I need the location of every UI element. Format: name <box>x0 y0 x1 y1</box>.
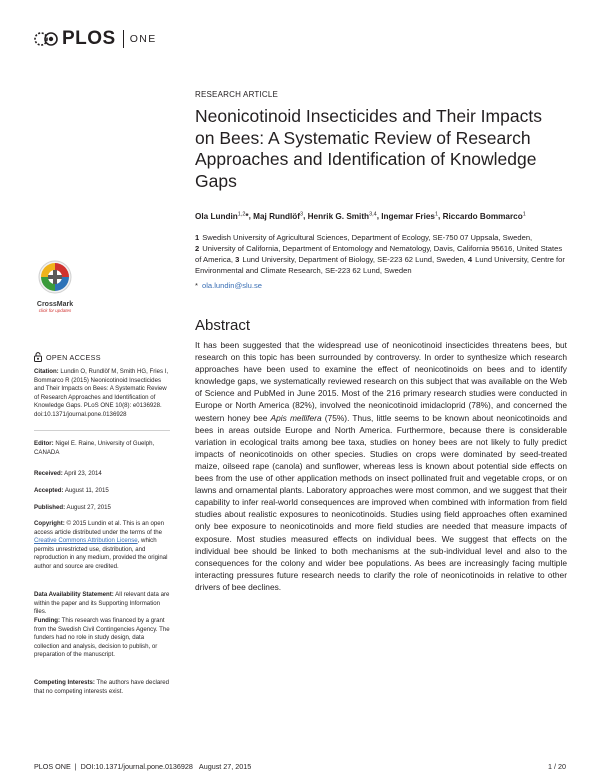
crossmark-badge[interactable] <box>34 259 76 313</box>
plos-logo-icon <box>33 29 59 49</box>
page-number: 1 / 20 <box>548 762 566 771</box>
logo-plos-text: PLOS <box>62 28 116 49</box>
page-footer: PLOS ONE | DOI:10.1371/journal.pone.0136928 August 27, 2015 <box>34 762 252 771</box>
received-date: Received: April 23, 2014 <box>34 470 102 477</box>
author[interactable]: Ingemar Fries$^1$ <box>381 211 439 221</box>
crossmark-icon <box>37 259 73 295</box>
author[interactable]: Maj Rundlöf$^3$ <box>253 211 304 221</box>
citation: Citation: Lundin O, Rundlöf M, Smith HG, Fries I, Bommarco R (2015) Neonicotinoid Insecticides and Their Impacts on Bees: A Systematic Review of Research Approaches and Identification of Knowledge Gaps. PLoS ONE 10(8): e0136928. doi:10.1371/journal.pone.0136928 <box>34 368 169 418</box>
author[interactable]: Riccardo Bommarco$^1$ <box>442 211 526 221</box>
published-date: Published: August 27, 2015 <box>34 504 111 511</box>
affiliation: 1 Swedish University of Agricultural Sciences, Department of Ecology, SE-750 07 Uppsala, Sweden, <box>195 233 533 242</box>
abstract-body: It has been suggested that the widespread use of neonicotinoid insecticides threatens bees, but research on this topic has been surrounded by controversy. In order to synthesize which research approaches have been used to examine the effect of neonicotinoids on bees and to identify knowledge gaps, we systematically reviewed research on this subject that was available on the Web of Science and PubMed in June 2015. Most of the 216 primary research studies were conducted in Europe or North America (82%), involved the neonicotinoid imidacloprid (78%), and concerned the western honey bee Apis mellifera (75%). Thus, little seems to be known about neonicotinoids and bees in areas outside Europe and North America. Furthermore, because there is considerable variation in ecological traits among bee taxa, studies on honey bees are not likely to fully predict impacts of neonicotinoids on other species. Studies on crops were dominated by seed-treated maize, oilseed rape (canola) and sunflower, whereas less is known about potential side effects on bees from the use of other application methods on insect pollinated fruit and vegetable crops, or on lawns and ornamental plants. Laboratory approaches were most common, and we suggest that their capability to infer real-world consequences are improved when combined with information from field studies about realistic exposures to neonicotinoids. Studies using field approaches often examined only bee exposure to neonicotinoids and more field studies are needed that measure impacts of exposure. Most studies measured effects on individual bees. We suggest that effects on the individual bee should be linked to both mechanisms at the sub-individual level and also to the consequences for the colony and wider bee populations. As bees are increasingly facing multiple interacting pressures future research needs to clarify the role of neonicotinoids in relative to other drivers of bee declines. <box>195 340 567 592</box>
data-availability: Data Availability Statement: All relevant data are within the paper and its Supporting Information files. <box>34 591 170 615</box>
corresponding-email <box>195 281 262 290</box>
copyright: Copyright: © 2015 Lundin et al. This is an open access article distributed under the terms of the Creative Commons Attribution License, which permits unrestricted use, distribution, and reproduction in any medium, provided the original author and source are credited. <box>34 520 168 570</box>
sidebar-divider <box>34 430 170 431</box>
funding: Funding: This research was financed by a grant from the Swedish Civil Contingencies Agency. The funders had no role in study design, data collection and analysis, decision to publish, or preparation of the manuscript. <box>34 617 170 658</box>
footer-date: August 27, 2015 <box>198 762 252 771</box>
abstract-heading: Abstract <box>195 317 251 334</box>
logo-one-text: ONE <box>129 33 157 45</box>
affiliations <box>195 232 567 276</box>
email-link[interactable]: ola.lundin@slu.se <box>201 281 263 290</box>
open-lock-icon <box>34 352 42 362</box>
author[interactable]: Ola Lundin$^{1,2}$* <box>195 211 249 221</box>
author[interactable]: Henrik G. Smith$^{3,4}$ <box>307 211 377 221</box>
journal-logo <box>33 28 157 50</box>
author-list: Ola Lundin$^{1,2}$*, Maj Rundlöf$^3$, Henrik G. Smith$^{3,4}$, Ingemar Fries$^1$, Riccardo Bommarco$^1$ <box>195 211 526 221</box>
article-title: Neonicotinoid Insecticides and Their Impacts on Bees: A Systematic Review of Research Approaches and Identification of Knowledge Gaps <box>195 106 542 191</box>
crossmark-label: CrossMark <box>36 301 74 308</box>
accepted-date: Accepted: August 11, 2015 <box>34 487 109 494</box>
competing-interests: Competing Interests: The authors have declared that no competing interests exist. <box>34 679 170 695</box>
open-access-badge <box>34 352 101 362</box>
affiliation: 2 University of California, Department of Entomology and Nematology, Davis, California 95616, United States of America, 3 Lund University, Department of Biology, SE-223 62 Lund, Sweden, 4 Lund University, Centre for Environmental and Climate Research, SE-223 62 Lund, Sweden <box>195 244 565 275</box>
species-name: Apis mellifera <box>270 412 322 423</box>
article-type: RESEARCH ARTICLE <box>195 90 279 99</box>
corresponding-mark: * <box>195 281 198 290</box>
logo-divider <box>123 30 124 48</box>
footer-doi[interactable]: DOI:10.1371/journal.pone.0136928 <box>80 762 193 771</box>
editor: Editor: Nigel E. Raine, University of Guelph, CANADA <box>34 440 155 456</box>
footer-journal: PLOS ONE <box>34 762 71 771</box>
crossmark-sublabel: click for updates <box>38 308 72 313</box>
open-access-label: OPEN ACCESS <box>46 352 101 362</box>
license-link[interactable]: Creative Commons Attribution License <box>34 537 138 544</box>
